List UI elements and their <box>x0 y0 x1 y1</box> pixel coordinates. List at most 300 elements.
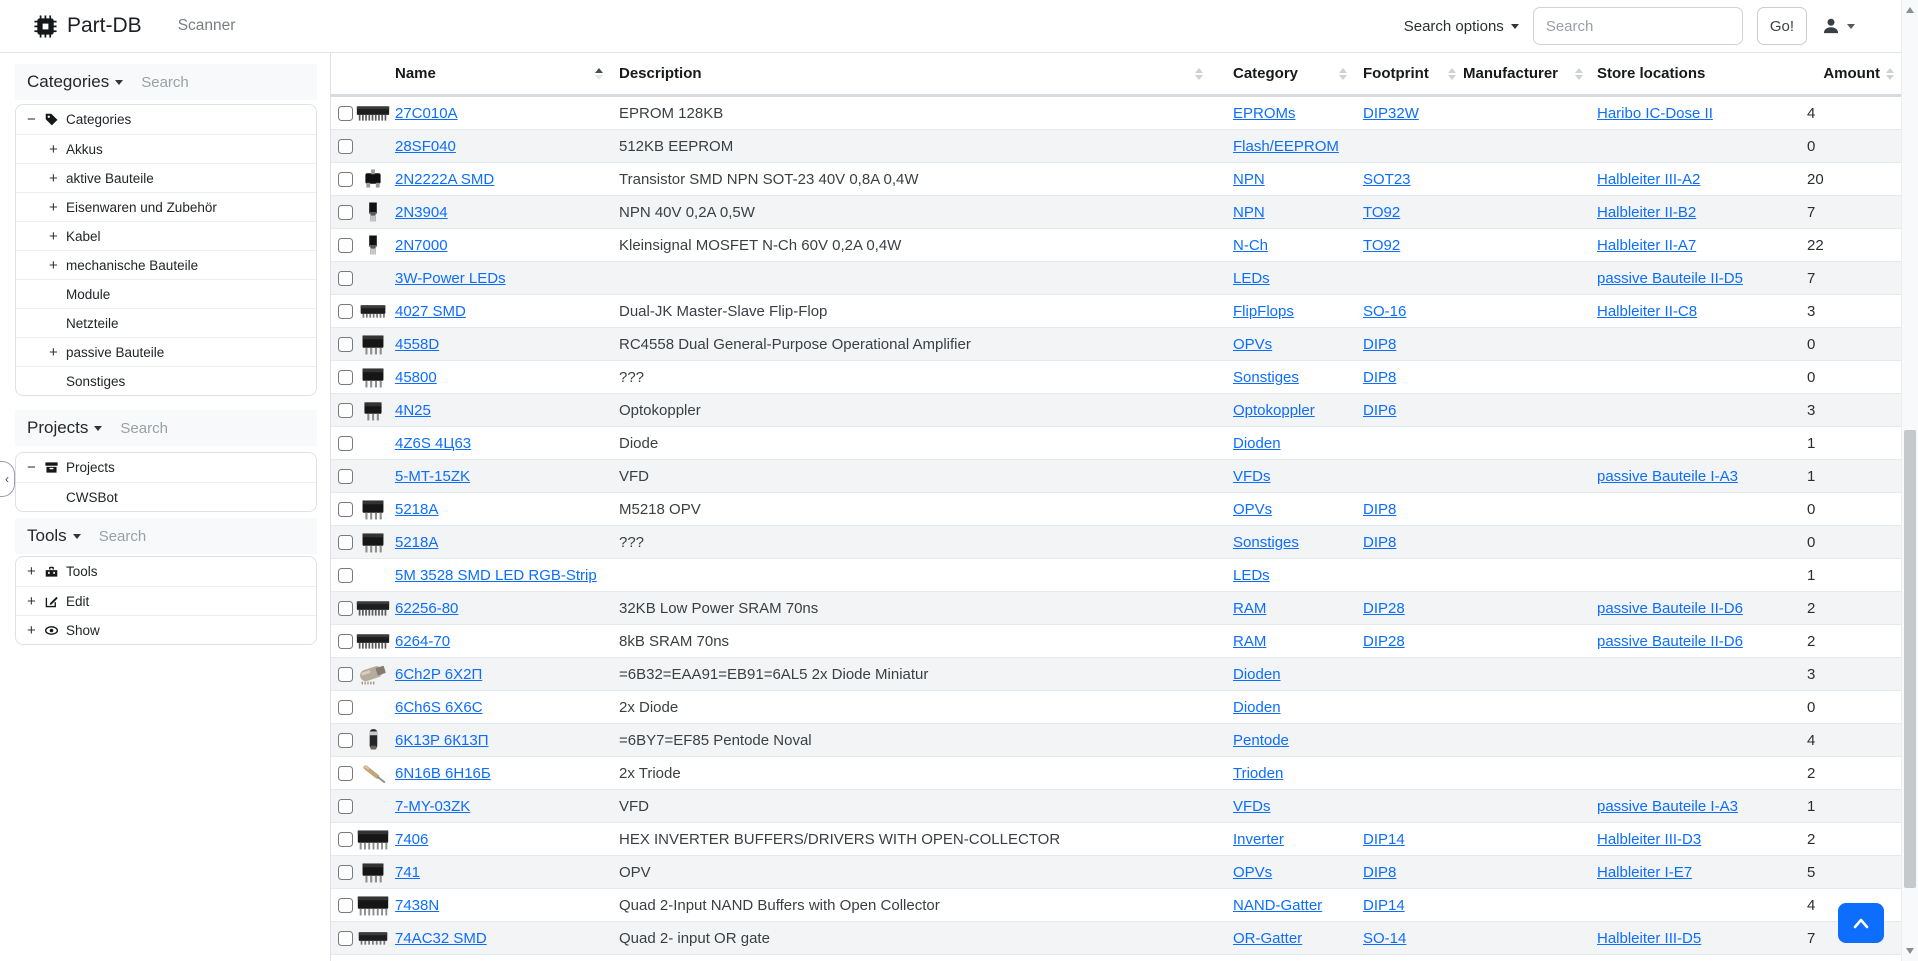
brand-title: Part-DB <box>67 14 142 37</box>
category-link[interactable]: OR-Gatter <box>1233 929 1303 947</box>
projects-panel-header <box>15 410 317 446</box>
row-checkbox[interactable] <box>338 370 353 385</box>
tree-item[interactable] <box>16 279 316 308</box>
part-name-link[interactable]: 4558D <box>395 335 440 353</box>
part-description: ??? <box>619 368 645 386</box>
sot23-thumbnail[interactable] <box>354 166 392 192</box>
amount-cell: 3 <box>1807 401 1816 419</box>
column-header-description[interactable] <box>619 53 1233 94</box>
store-location-link[interactable]: passive Bauteile II-D5 <box>1597 269 1743 287</box>
user-menu-dropdown[interactable] <box>1821 16 1855 36</box>
amount-cell: 1 <box>1807 434 1816 452</box>
row-checkbox[interactable] <box>338 667 353 682</box>
amount-cell: 1 <box>1807 467 1816 485</box>
part-description: Transistor SMD NPN SOT-23 40V 0,8A 0,4W <box>619 170 919 188</box>
footprint-link[interactable]: TO92 <box>1363 236 1401 254</box>
dip8-thumbnail[interactable] <box>354 331 392 357</box>
soic-thumbnail[interactable] <box>354 298 392 324</box>
part-name-link[interactable]: 7-MY-03ZK <box>395 797 471 815</box>
table-row <box>331 163 1901 196</box>
footprint-link[interactable]: DIP8 <box>1363 863 1397 881</box>
tree-item[interactable] <box>16 308 316 337</box>
column-header-amount[interactable] <box>1805 53 1901 94</box>
table-row <box>331 922 1901 955</box>
category-link[interactable]: LEDs <box>1233 566 1270 584</box>
footprint-link[interactable]: SO-14 <box>1363 929 1407 947</box>
footprint-link[interactable]: DIP14 <box>1363 830 1405 848</box>
part-name-link[interactable]: 2N3904 <box>395 203 448 221</box>
toolbox-icon <box>44 564 59 579</box>
tube-lying-thumbnail[interactable] <box>354 661 392 687</box>
user-icon <box>1821 16 1841 36</box>
footprint-link[interactable]: DIP8 <box>1363 335 1397 353</box>
category-link[interactable]: Flash/EEPROM <box>1233 137 1339 155</box>
amount-cell: 1 <box>1807 797 1816 815</box>
store-location-link[interactable]: passive Bauteile II-D6 <box>1597 599 1743 617</box>
dip14-thumbnail[interactable] <box>354 892 392 918</box>
projects-dropdown[interactable] <box>27 418 102 438</box>
category-link[interactable]: N-Ch <box>1233 236 1269 254</box>
table-row <box>331 823 1901 856</box>
part-name-link[interactable]: 3W-Power LEDs <box>395 269 506 287</box>
tree-item[interactable] <box>16 250 316 279</box>
tools-dropdown[interactable] <box>27 526 81 546</box>
amount-cell: 3 <box>1807 665 1816 683</box>
store-location-link[interactable]: Haribo IC-Dose II <box>1597 104 1713 122</box>
tree-item[interactable] <box>16 163 316 192</box>
category-link[interactable]: Dioden <box>1233 665 1281 683</box>
part-name-link[interactable]: 62256-80 <box>395 599 459 617</box>
column-header-category[interactable] <box>1233 53 1363 94</box>
sort-icon <box>1575 68 1583 80</box>
tree-item-label: mechanische Bauteile <box>66 257 199 273</box>
soic14-thumbnail[interactable] <box>354 925 392 951</box>
part-name-link[interactable]: 27C010A <box>395 104 458 122</box>
part-description: Quad 2- input OR gate <box>619 929 770 947</box>
part-description: OPV <box>619 863 651 881</box>
sidebar-collapse-handle[interactable]: ‹ <box>0 461 15 497</box>
projects-tree <box>15 452 317 512</box>
amount-cell: 5 <box>1807 863 1816 881</box>
table-row <box>331 856 1901 889</box>
amount-cell: 22 <box>1807 236 1824 254</box>
table-row <box>331 394 1901 427</box>
row-checkbox[interactable] <box>338 205 353 220</box>
footprint-link[interactable]: SOT23 <box>1363 170 1411 188</box>
part-name-link[interactable]: 6Ch6S 6X6C <box>395 698 483 716</box>
row-checkbox[interactable] <box>338 832 353 847</box>
row-checkbox[interactable] <box>338 865 353 880</box>
part-name-link[interactable]: 4N25 <box>395 401 431 419</box>
tube-thin-thumbnail[interactable] <box>354 760 392 786</box>
table-row <box>331 460 1901 493</box>
footprint-link[interactable]: DIP6 <box>1363 401 1397 419</box>
chevron-up-icon <box>1850 915 1872 931</box>
global-search-input[interactable] <box>1533 7 1743 45</box>
table-row <box>331 625 1901 658</box>
top-navbar <box>0 0 1901 53</box>
amount-cell: 20 <box>1807 170 1824 188</box>
dip-long-thumbnail[interactable] <box>354 100 392 126</box>
part-description: M5218 OPV <box>619 500 701 518</box>
row-checkbox[interactable] <box>338 799 353 814</box>
footprint-link[interactable]: DIP28 <box>1363 632 1405 650</box>
categories-search-input[interactable] <box>139 73 289 92</box>
category-link[interactable]: OPVs <box>1233 500 1273 518</box>
scrollbar-down-arrow[interactable] <box>1906 948 1914 954</box>
tree-expander[interactable]: + <box>27 592 36 610</box>
tree-item[interactable] <box>16 586 316 615</box>
tree-expander[interactable]: + <box>49 140 58 158</box>
table-row <box>331 526 1901 559</box>
part-name-link[interactable]: 7438N <box>395 896 440 914</box>
dip8-thumbnail[interactable] <box>354 496 392 522</box>
column-label: Amount <box>1823 65 1880 82</box>
row-checkbox[interactable] <box>338 700 353 715</box>
part-description: VFD <box>619 797 649 815</box>
footprint-link[interactable]: TO92 <box>1363 203 1401 221</box>
row-checkbox[interactable] <box>338 733 353 748</box>
row-checkbox[interactable] <box>338 238 353 253</box>
store-location-link[interactable]: Halbleiter III-D3 <box>1597 830 1702 848</box>
tube-standing-thumbnail[interactable] <box>354 727 392 753</box>
part-description: EPROM 128KB <box>619 104 724 122</box>
scrollbar-thumb[interactable] <box>1904 430 1916 888</box>
amount-cell: 2 <box>1807 830 1816 848</box>
table-row <box>331 229 1901 262</box>
footprint-link[interactable]: SO-16 <box>1363 302 1407 320</box>
tree-item-label: Show <box>66 622 100 638</box>
tree-item-label: aktive Bauteile <box>66 170 154 186</box>
tree-item[interactable] <box>16 105 316 134</box>
part-name-link[interactable]: 2N7000 <box>395 236 448 254</box>
sort-icon <box>1339 68 1347 80</box>
row-checkbox[interactable] <box>338 172 353 187</box>
table-row <box>331 262 1901 295</box>
page-scrollbar[interactable] <box>1901 0 1918 961</box>
amount-cell: 7 <box>1807 203 1816 221</box>
table-row <box>331 427 1901 460</box>
categories-panel-header <box>15 64 317 100</box>
tree-item-label: Sonstiges <box>66 373 126 389</box>
table-header-row <box>331 53 1901 97</box>
row-checkbox[interactable] <box>338 535 353 550</box>
column-header-name[interactable] <box>331 53 619 94</box>
row-checkbox[interactable] <box>338 502 353 517</box>
cpu-logo-icon <box>33 14 58 39</box>
footprint-link[interactable]: DIP8 <box>1363 368 1397 386</box>
tree-item-label: CWSBot <box>66 489 118 505</box>
search-options-dropdown[interactable] <box>1404 18 1519 35</box>
column-label: Manufacturer <box>1463 65 1559 82</box>
categories-dropdown[interactable] <box>27 72 123 92</box>
tree-item-label: Edit <box>66 593 90 609</box>
parts-table <box>330 53 1901 961</box>
tools-search-input[interactable] <box>97 527 247 546</box>
amount-cell: 3 <box>1807 302 1816 320</box>
category-link[interactable]: VFDs <box>1233 797 1271 815</box>
store-location-link[interactable]: passive Bauteile I-A3 <box>1597 797 1738 815</box>
store-location-link[interactable]: passive Bauteile I-A3 <box>1597 467 1738 485</box>
tree-item[interactable] <box>16 192 316 221</box>
category-link[interactable]: NPN <box>1233 170 1265 188</box>
part-name-link[interactable]: 5M 3528 SMD LED RGB-Strip <box>395 566 597 584</box>
tree-item-label: Tools <box>66 564 98 579</box>
projects-title: Projects <box>27 418 89 437</box>
table-row <box>331 790 1901 823</box>
dip-long-thumbnail[interactable] <box>354 595 392 621</box>
amount-cell: 4 <box>1807 896 1816 914</box>
to92-thumbnail[interactable] <box>354 199 392 225</box>
table-row <box>331 361 1901 394</box>
footprint-link[interactable]: DIP8 <box>1363 500 1397 518</box>
table-row <box>331 493 1901 526</box>
row-checkbox[interactable] <box>338 568 353 583</box>
row-checkbox[interactable] <box>338 337 353 352</box>
categories-tree <box>15 104 317 396</box>
tag-icon <box>44 112 59 127</box>
tools-tree <box>15 556 317 645</box>
dip8-thumbnail[interactable] <box>354 859 392 885</box>
search-options-label: Search options <box>1403 17 1504 35</box>
table-row <box>331 658 1901 691</box>
footprint-link[interactable]: DIP32W <box>1363 104 1419 122</box>
tools-title: Tools <box>27 526 67 545</box>
store-location-link[interactable]: Halbleiter II-C8 <box>1597 302 1698 320</box>
table-row <box>331 757 1901 790</box>
category-link[interactable]: RAM <box>1233 599 1267 617</box>
amount-cell: 0 <box>1807 533 1816 551</box>
category-link[interactable]: OPVs <box>1233 863 1273 881</box>
tree-expander[interactable]: − <box>27 459 36 476</box>
category-link[interactable]: Dioden <box>1233 434 1281 452</box>
row-checkbox[interactable] <box>338 106 353 121</box>
part-name-link[interactable]: 74AC32 SMD <box>395 929 487 947</box>
table-row <box>331 130 1901 163</box>
tree-expander[interactable]: − <box>27 111 36 128</box>
dip-long-thumbnail[interactable] <box>354 628 392 654</box>
search-go-button[interactable]: Go! <box>1757 7 1807 45</box>
tree-item[interactable] <box>16 134 316 163</box>
category-link[interactable]: VFDs <box>1233 467 1271 485</box>
tree-item[interactable] <box>16 482 316 511</box>
scroll-to-top-button[interactable] <box>1838 903 1884 943</box>
chevron-down-icon <box>73 534 81 539</box>
tree-expander[interactable]: + <box>49 169 58 187</box>
category-link[interactable]: Pentode <box>1233 731 1289 749</box>
store-location-link[interactable]: Halbleiter II-A7 <box>1597 236 1697 254</box>
tree-item-label: Categories <box>66 112 132 127</box>
tree-item-label: Netzteile <box>66 315 119 331</box>
column-label: Name <box>395 65 436 82</box>
tree-expander[interactable]: + <box>49 256 58 274</box>
tree-item-label: Module <box>66 286 111 302</box>
part-description: HEX INVERTER BUFFERS/DRIVERS WITH OPEN-COLLECTOR <box>619 830 1061 848</box>
dip8-thumbnail[interactable] <box>354 364 392 390</box>
dip6-thumbnail[interactable] <box>354 397 392 423</box>
category-link[interactable]: Sonstiges <box>1233 533 1299 551</box>
amount-cell: 0 <box>1807 500 1816 518</box>
amount-cell: 0 <box>1807 368 1816 386</box>
category-link[interactable]: Optokoppler <box>1233 401 1315 419</box>
brand[interactable] <box>33 14 142 39</box>
part-name-link[interactable]: 5218A <box>395 533 439 551</box>
chevron-down-icon <box>1847 24 1855 29</box>
row-checkbox[interactable] <box>338 271 353 286</box>
column-label: Footprint <box>1363 65 1429 82</box>
store-location-link[interactable]: Halbleiter III-A2 <box>1597 170 1701 188</box>
part-name-link[interactable]: 7406 <box>395 830 429 848</box>
category-link[interactable]: Trioden <box>1233 764 1284 782</box>
dip14-thumbnail[interactable] <box>354 826 392 852</box>
table-row <box>331 724 1901 757</box>
column-header-store-locations[interactable] <box>1597 53 1805 94</box>
tree-item-label: Akkus <box>66 141 103 157</box>
store-location-link[interactable]: passive Bauteile II-D6 <box>1597 632 1743 650</box>
column-header-manufacturer[interactable] <box>1463 53 1597 94</box>
part-description: Diode <box>619 434 659 452</box>
nav-scanner-link[interactable]: Scanner <box>177 17 236 34</box>
tree-item-label: passive Bauteile <box>66 344 165 360</box>
part-description: ??? <box>619 533 645 551</box>
part-description: 8kB SRAM 70ns <box>619 632 730 650</box>
part-name-link[interactable]: 6K13P 6К13П <box>395 731 489 749</box>
part-name-link[interactable]: 6N16B 6Н16Б <box>395 764 491 782</box>
table-row <box>331 97 1901 130</box>
chevron-down-icon <box>94 426 102 431</box>
tree-expander[interactable]: + <box>27 621 36 639</box>
tree-item[interactable] <box>16 557 316 586</box>
scrollbar-up-arrow[interactable] <box>1906 7 1914 13</box>
tools-panel-header <box>15 518 317 554</box>
part-description: 2x Diode <box>619 698 679 716</box>
part-description: VFD <box>619 467 649 485</box>
amount-cell: 2 <box>1807 632 1816 650</box>
tree-expander[interactable]: + <box>49 198 58 216</box>
store-location-link[interactable]: Halbleiter I-E7 <box>1597 863 1693 881</box>
row-checkbox[interactable] <box>338 436 353 451</box>
row-checkbox[interactable] <box>338 898 353 913</box>
part-name-link[interactable]: 2N2222A SMD <box>395 170 495 188</box>
tree-item-label: Projects <box>66 460 115 475</box>
archive-icon <box>44 460 59 475</box>
eye-icon <box>44 623 59 638</box>
table-row <box>331 328 1901 361</box>
column-label: Description <box>619 65 702 82</box>
category-link[interactable]: Inverter <box>1233 830 1284 848</box>
table-row <box>331 295 1901 328</box>
footprint-link[interactable]: DIP14 <box>1363 896 1405 914</box>
part-name-link[interactable]: 5-MT-15ZK <box>395 467 471 485</box>
part-description: RC4558 Dual General-Purpose Operational Amplifier <box>619 335 971 353</box>
amount-cell: 7 <box>1807 929 1816 947</box>
tree-item[interactable] <box>16 366 316 395</box>
part-description: 2x Triode <box>619 764 681 782</box>
amount-cell: 2 <box>1807 764 1816 782</box>
amount-cell: 4 <box>1807 731 1816 749</box>
tree-item[interactable] <box>16 337 316 366</box>
tree-item-label: Eisenwaren und Zubehör <box>66 199 217 215</box>
tree-item[interactable] <box>16 453 316 482</box>
dip8-thumbnail[interactable] <box>354 529 392 555</box>
part-description: 32KB Low Power SRAM 70ns <box>619 599 819 617</box>
column-label: Store locations <box>1597 65 1706 82</box>
category-link[interactable]: FlipFlops <box>1233 302 1294 320</box>
part-description: =6BY7=EF85 Pentode Noval <box>619 731 812 749</box>
tree-expander[interactable]: + <box>27 563 36 580</box>
amount-cell: 7 <box>1807 269 1816 287</box>
category-link[interactable]: NPN <box>1233 203 1265 221</box>
part-description: Dual-JK Master-Slave Flip-Flop <box>619 302 828 320</box>
part-name-link[interactable]: 4Z6S 4Ц63 <box>395 434 472 452</box>
tree-item-label: Kabel <box>66 228 101 244</box>
part-name-link[interactable]: 5218A <box>395 500 439 518</box>
part-name-link[interactable]: 741 <box>395 863 421 881</box>
table-row <box>331 691 1901 724</box>
row-checkbox[interactable] <box>338 601 353 616</box>
store-location-link[interactable]: Halbleiter II-B2 <box>1597 203 1697 221</box>
amount-cell: 2 <box>1807 599 1816 617</box>
row-checkbox[interactable] <box>338 766 353 781</box>
category-link[interactable]: Dioden <box>1233 698 1281 716</box>
to92-thumbnail[interactable] <box>354 232 392 258</box>
footprint-link[interactable]: DIP8 <box>1363 533 1397 551</box>
tree-expander[interactable]: + <box>49 227 58 245</box>
table-row <box>331 592 1901 625</box>
row-checkbox[interactable] <box>338 931 353 946</box>
part-description: Quad 2-Input NAND Buffers with Open Collector <box>619 896 940 914</box>
edit-icon <box>44 594 59 609</box>
part-description: 512KB EEPROM <box>619 137 734 155</box>
amount-cell: 1 <box>1807 566 1816 584</box>
projects-search-input[interactable] <box>118 419 268 438</box>
category-link[interactable]: OPVs <box>1233 335 1273 353</box>
category-link[interactable]: Sonstiges <box>1233 368 1299 386</box>
category-link[interactable]: RAM <box>1233 632 1267 650</box>
part-name-link[interactable]: 45800 <box>395 368 437 386</box>
tree-item[interactable] <box>16 615 316 644</box>
category-link[interactable]: NAND-Gatter <box>1233 896 1323 914</box>
row-checkbox[interactable] <box>338 304 353 319</box>
tree-item[interactable] <box>16 221 316 250</box>
table-body <box>331 97 1901 955</box>
row-checkbox[interactable] <box>338 403 353 418</box>
part-name-link[interactable]: 28SF040 <box>395 137 456 155</box>
part-name-link[interactable]: 4027 SMD <box>395 302 466 320</box>
column-header-footprint[interactable] <box>1363 53 1463 94</box>
category-link[interactable]: EPROMs <box>1233 104 1296 122</box>
chevron-down-icon <box>115 80 123 85</box>
part-name-link[interactable]: 6264-70 <box>395 632 451 650</box>
row-checkbox[interactable] <box>338 139 353 154</box>
part-description: Optokoppler <box>619 401 701 419</box>
part-name-link[interactable]: 6Ch2P 6Х2П <box>395 665 483 683</box>
part-description: =6B32=EAA91=EB91=6AL5 2x Diode Miniatur <box>619 665 929 683</box>
part-description: Kleinsignal MOSFET N-Ch 60V 0,2A 0,4W <box>619 236 902 254</box>
table-row <box>331 196 1901 229</box>
tree-expander[interactable]: + <box>49 343 58 361</box>
categories-title: Categories <box>27 72 110 91</box>
footprint-link[interactable]: DIP28 <box>1363 599 1405 617</box>
store-location-link[interactable]: Halbleiter III-D5 <box>1597 929 1702 947</box>
table-row <box>331 889 1901 922</box>
row-checkbox[interactable] <box>338 634 353 649</box>
amount-cell: 0 <box>1807 137 1816 155</box>
table-row <box>331 559 1901 592</box>
chevron-down-icon <box>1511 24 1519 29</box>
category-link[interactable]: LEDs <box>1233 269 1270 287</box>
row-checkbox[interactable] <box>338 469 353 484</box>
